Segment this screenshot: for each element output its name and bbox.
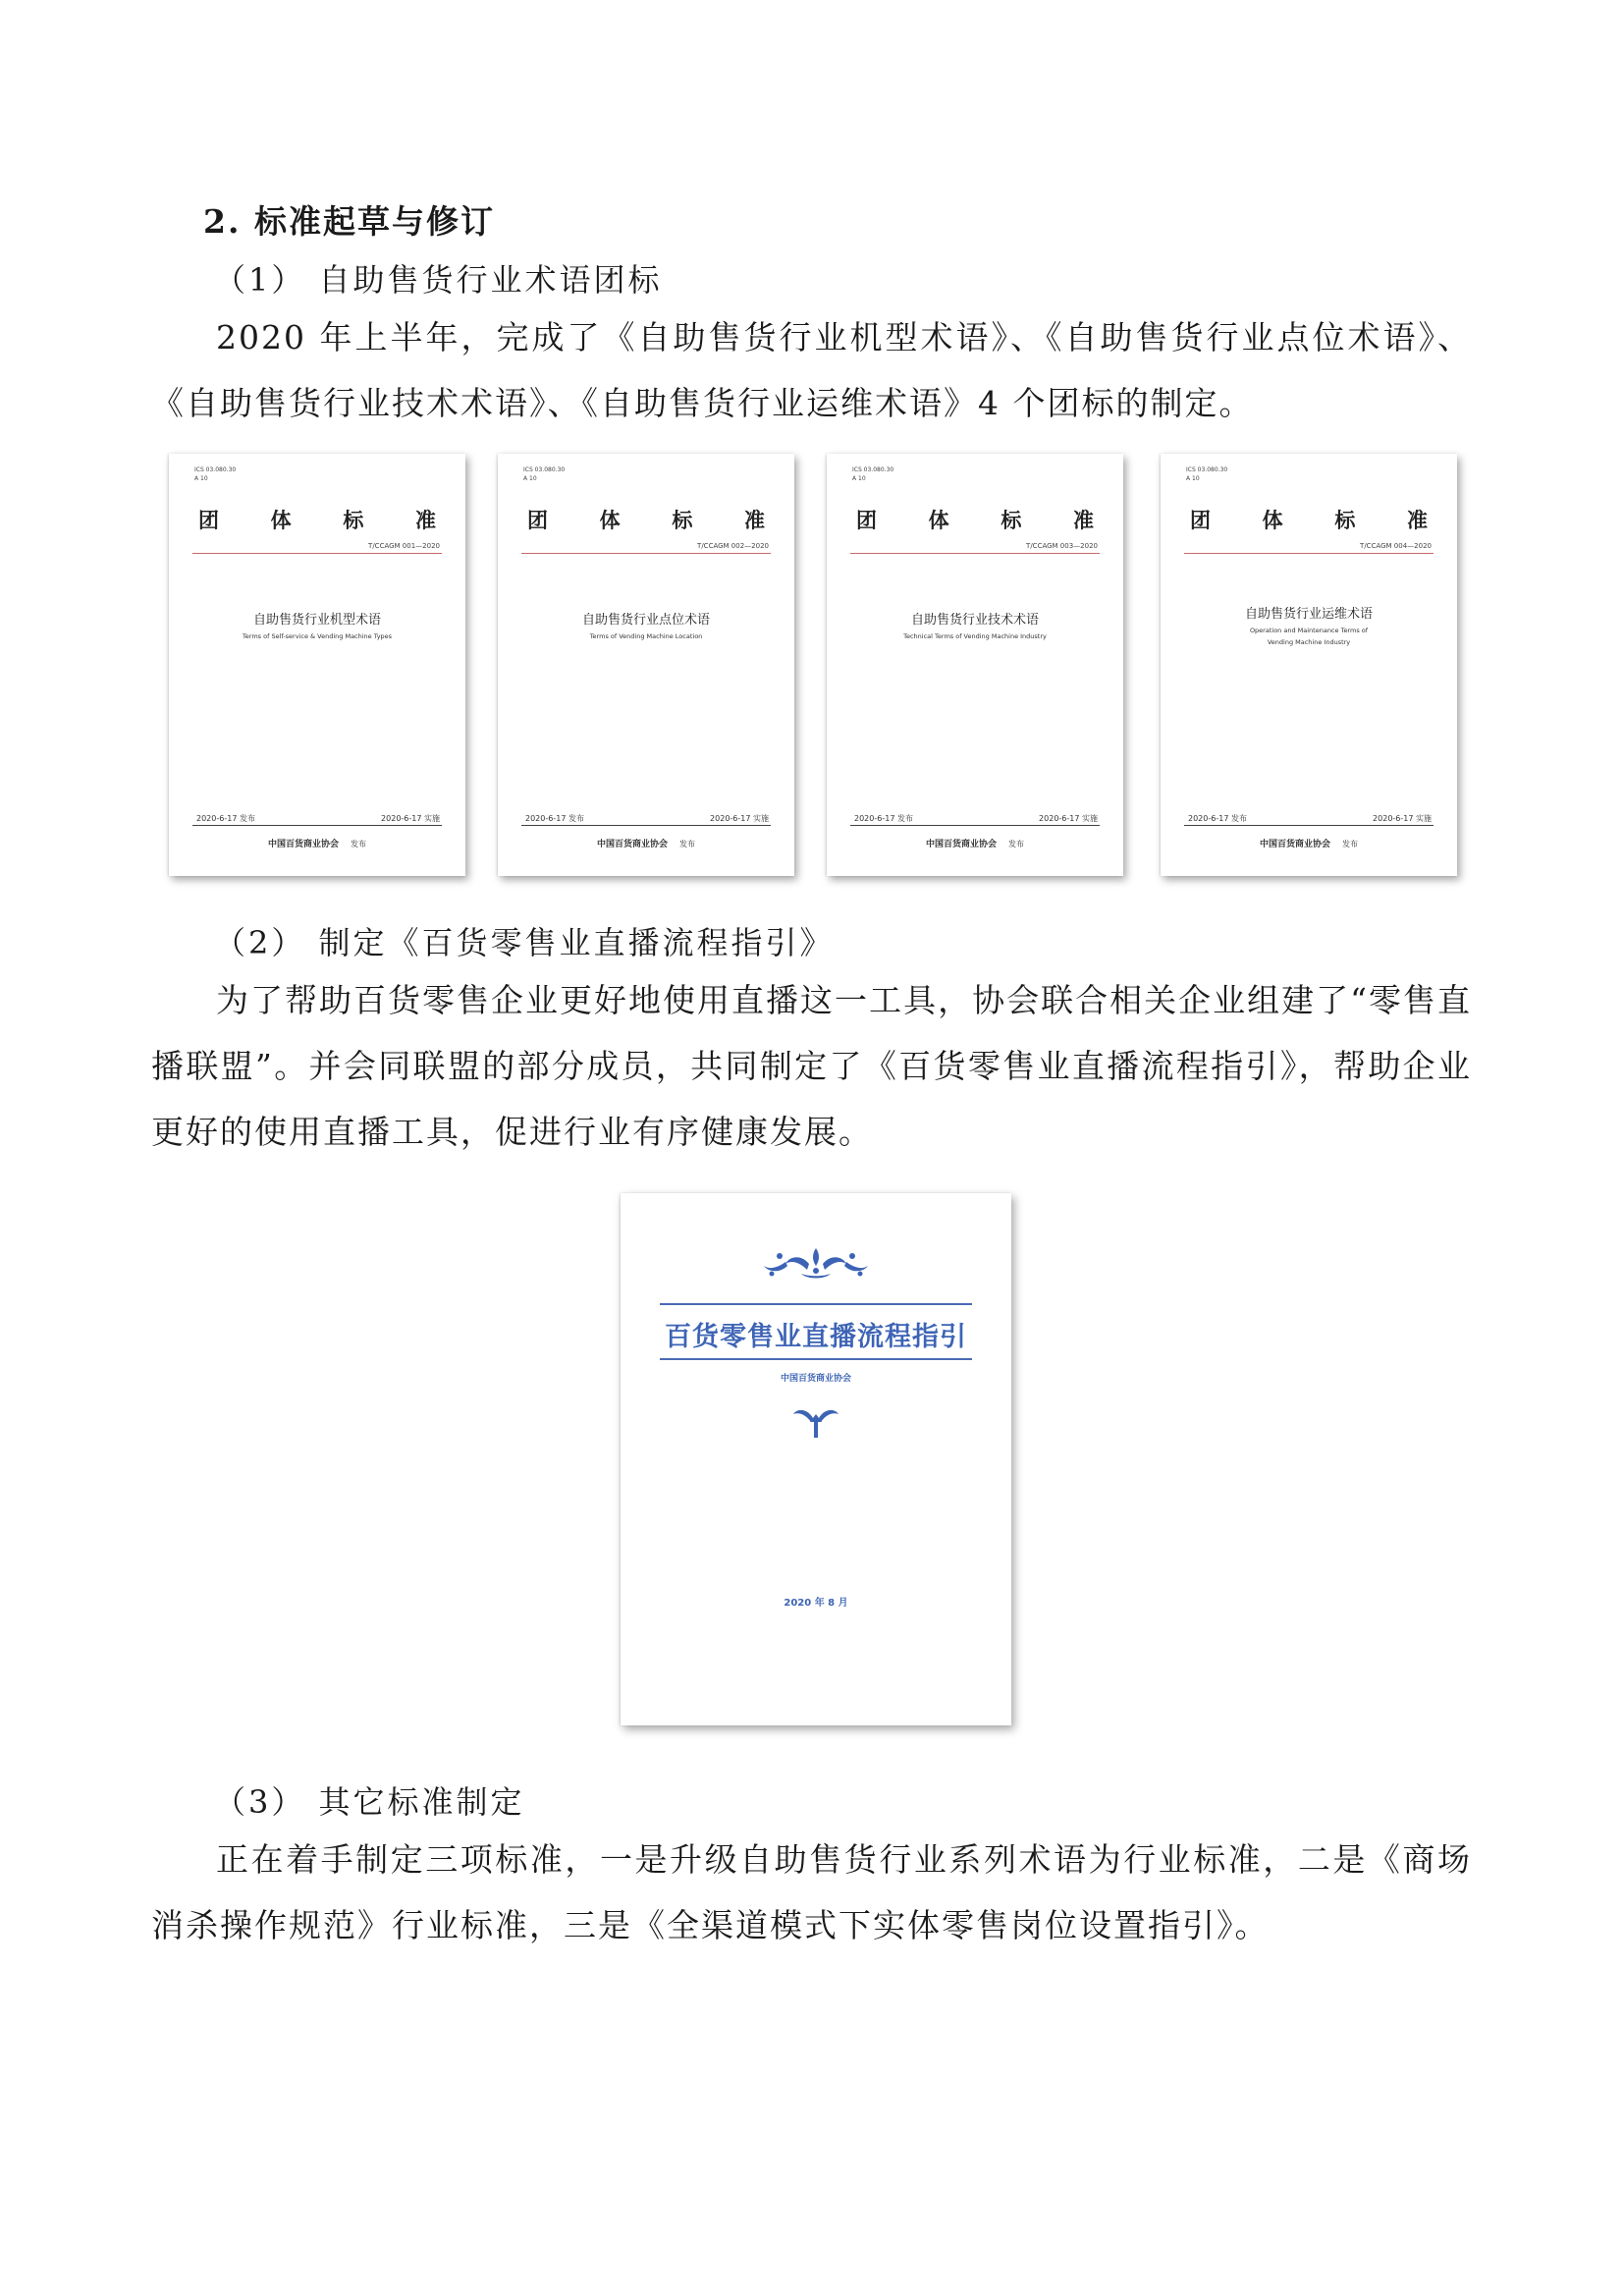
cover-english: Technical Terms of Vending Machine Industry — [903, 632, 1047, 640]
standard-cover-4 — [1161, 454, 1457, 876]
cover-english: Operation and Maintenance Terms of Vending Machine Industry — [1249, 627, 1369, 646]
cover-issued: 2020-6-17 发布 — [854, 814, 913, 823]
cover-bottom-rule — [1184, 825, 1434, 826]
cover-name: 自助售货行业机型术语 — [252, 613, 381, 628]
cover-effective: 2020-6-17 实施 — [381, 814, 440, 823]
cover-bottom-rule — [850, 825, 1100, 826]
cover-rule — [850, 553, 1100, 554]
cover-ics: ICS 03.080.30 A 10 — [852, 466, 894, 482]
title-band-top — [660, 1303, 972, 1305]
cover-publisher: 中国百货商业协会 发布 — [1259, 840, 1358, 849]
cover-issued: 2020-6-17 发布 — [196, 814, 255, 823]
cover-code: T/CCAGM 002—2020 — [697, 542, 769, 550]
cover-code: T/CCAGM 004—2020 — [1360, 542, 1432, 550]
cover-rule — [1184, 553, 1434, 554]
item3-paragraph: 正在着手制定三项标准，一是升级自助售货行业系列术语为行业标准，二是《商场消杀操作规范》行业标准，三是《全渠道模式下实体零售岗位设置指引》。 — [151, 1840, 1472, 1944]
cover-effective: 2020-6-17 实施 — [1373, 814, 1432, 823]
cover-name: 自助售货行业技术术语 — [910, 613, 1039, 628]
cover-name: 自助售货行业运维术语 — [1244, 607, 1373, 622]
cover-ics: ICS 03.080.30 A 10 — [523, 466, 566, 482]
cover-type: 团 体 标 准 — [856, 509, 1094, 532]
cover-ics: ICS 03.080.30 A 10 — [1186, 466, 1228, 482]
cover-name: 自助售货行业点位术语 — [581, 613, 710, 628]
cover-bottom-rule — [521, 825, 771, 826]
cover-english: Terms of Vending Machine Location — [589, 632, 703, 640]
cover-publisher: 中国百货商业协会 发布 — [925, 840, 1024, 849]
cover-type: 团 体 标 准 — [1190, 509, 1428, 532]
title-band-bottom — [660, 1358, 972, 1360]
cover-publisher: 中国百货商业协会 发布 — [267, 840, 366, 849]
guide-cover — [621, 1193, 1011, 1725]
item3-title: （3） 其它标准制定 — [214, 1783, 525, 1821]
cover-type: 团 体 标 准 — [198, 509, 436, 532]
cover-code: T/CCAGM 001—2020 — [368, 542, 440, 550]
guide-date: 2020 年 8 月 — [784, 1598, 848, 1609]
cover-english: Terms of Self-service & Vending Machine Types — [242, 632, 393, 640]
item2-title: （2） 制定《百货零售业直播流程指引》 — [214, 924, 835, 961]
cover-issued: 2020-6-17 发布 — [1188, 814, 1247, 823]
section-heading: 2. 标准起草与修订 — [203, 202, 495, 241]
cover-bottom-rule — [192, 825, 442, 826]
cover-rule — [192, 553, 442, 554]
cover-code: T/CCAGM 003—2020 — [1026, 542, 1098, 550]
cover-effective: 2020-6-17 实施 — [710, 814, 769, 823]
cover-effective: 2020-6-17 实施 — [1039, 814, 1098, 823]
ornament-icon — [758, 1244, 874, 1284]
item1-title: （1） 自助售货行业术语团标 — [214, 261, 663, 299]
cover-ics: ICS 03.080.30 A 10 — [194, 466, 237, 482]
standard-cover-3 — [827, 454, 1123, 876]
standard-cover-2 — [498, 454, 794, 876]
cover-publisher: 中国百货商业协会 发布 — [596, 840, 695, 849]
cover-issued: 2020-6-17 发布 — [525, 814, 584, 823]
item1-paragraph: 2020 年上半年，完成了《自助售货行业机型术语》、《自助售货行业点位术语》、《自助售货行业技术术语》、《自助售货行业运维术语》4 个团标的制定。 — [151, 318, 1472, 422]
cover-type: 团 体 标 准 — [527, 509, 765, 532]
cover-rule — [521, 553, 771, 554]
arrow-ornament-icon — [791, 1404, 840, 1440]
guide-org: 中国百货商业协会 — [780, 1374, 851, 1384]
item2-paragraph: 为了帮助百货零售企业更好地使用直播这一工具，协会联合相关企业组建了“零售直播联盟”。并会同联盟的部分成员，共同制定了《百货零售业直播流程指引》，帮助企业更好的使用直播工具，促进行业有序健康发展。 — [151, 981, 1472, 1151]
standard-cover-1 — [169, 454, 465, 876]
guide-title: 百货零售业直播流程指引 — [665, 1322, 967, 1352]
